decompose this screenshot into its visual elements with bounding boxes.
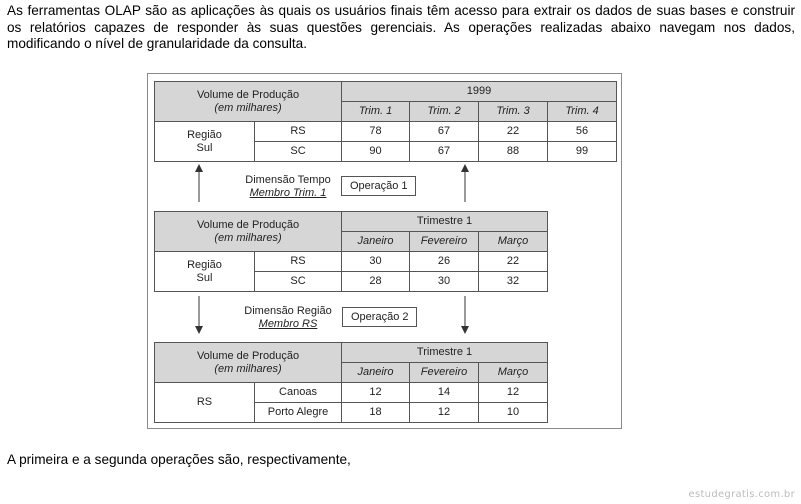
table-row [155, 122, 617, 142]
column-header: Março [479, 363, 548, 383]
row-label: Porto Alegre [255, 403, 342, 423]
column-header: Trim. 4 [548, 102, 617, 122]
olap-figure [147, 73, 622, 429]
header-volume: Volume de Produção (em milhares) [155, 343, 342, 383]
table-cell: 22 [479, 252, 548, 272]
column-header: Fevereiro [410, 232, 479, 252]
table-cell: 12 [410, 403, 479, 423]
column-header: Trim. 3 [479, 102, 548, 122]
column-header: Janeiro [342, 363, 410, 383]
row-group-label: Região Sul [155, 122, 255, 162]
column-header: Janeiro [342, 232, 410, 252]
operation-2-box: Operação 2 [342, 307, 417, 327]
row-label: Canoas [255, 383, 342, 403]
table-cell: 30 [342, 252, 410, 272]
table-cell: 10 [479, 403, 548, 423]
table-cell: 67 [410, 122, 479, 142]
column-header: Fevereiro [410, 363, 479, 383]
table-cell: 78 [342, 122, 410, 142]
row-label: RS [255, 252, 342, 272]
header-group: Trimestre 1 [342, 212, 548, 232]
row-group-label: RS [155, 383, 255, 423]
table-row [155, 383, 548, 403]
operation-1-dimension: Dimensão Tempo Membro Trim. 1 [245, 174, 331, 199]
column-header: Março [479, 232, 548, 252]
question-text: A primeira e a segunda operações são, respectivamente, [7, 452, 351, 467]
table-cell: 30 [410, 272, 479, 292]
table-cell: 90 [342, 142, 410, 162]
table-cell: 12 [342, 383, 410, 403]
table-trimestre-1-months [154, 211, 548, 292]
table-cell: 99 [548, 142, 617, 162]
row-group-label: Região Sul [155, 252, 255, 292]
row-label: SC [255, 142, 342, 162]
table-cell: 12 [479, 383, 548, 403]
table-cell: 32 [479, 272, 548, 292]
table-cell: 26 [410, 252, 479, 272]
header-volume: Volume de Produção (em milhares) [155, 82, 342, 122]
table-1999-trimesters [154, 81, 617, 162]
header-group: Trimestre 1 [342, 343, 548, 363]
table-cell: 56 [548, 122, 617, 142]
column-header: Trim. 2 [410, 102, 479, 122]
operation-1-box: Operação 1 [341, 176, 416, 196]
table-cell: 18 [342, 403, 410, 423]
row-label: RS [255, 122, 342, 142]
table-cell: 22 [479, 122, 548, 142]
table-rs-cities [154, 342, 548, 423]
row-label: SC [255, 272, 342, 292]
header-volume: Volume de Produção (em milhares) [155, 212, 342, 252]
site-credit: estudegratis.com.br [688, 489, 795, 500]
table-row [155, 252, 548, 272]
column-header: Trim. 1 [342, 102, 410, 122]
header-group: 1999 [342, 82, 617, 102]
table-cell: 67 [410, 142, 479, 162]
table-cell: 28 [342, 272, 410, 292]
intro-paragraph: As ferramentas OLAP são as aplicações às quais os usuários finais têm acesso para extrair os dados de suas bases e construir os relatórios capazes de responder às suas questões gerenciais. As operações realizadas abaixo navegam nos dados, modificando o nível de granularidade da consulta. [7, 3, 795, 51]
operation-2-dimension: Dimensão Região Membro RS [244, 305, 332, 330]
table-cell: 88 [479, 142, 548, 162]
table-cell: 14 [410, 383, 479, 403]
